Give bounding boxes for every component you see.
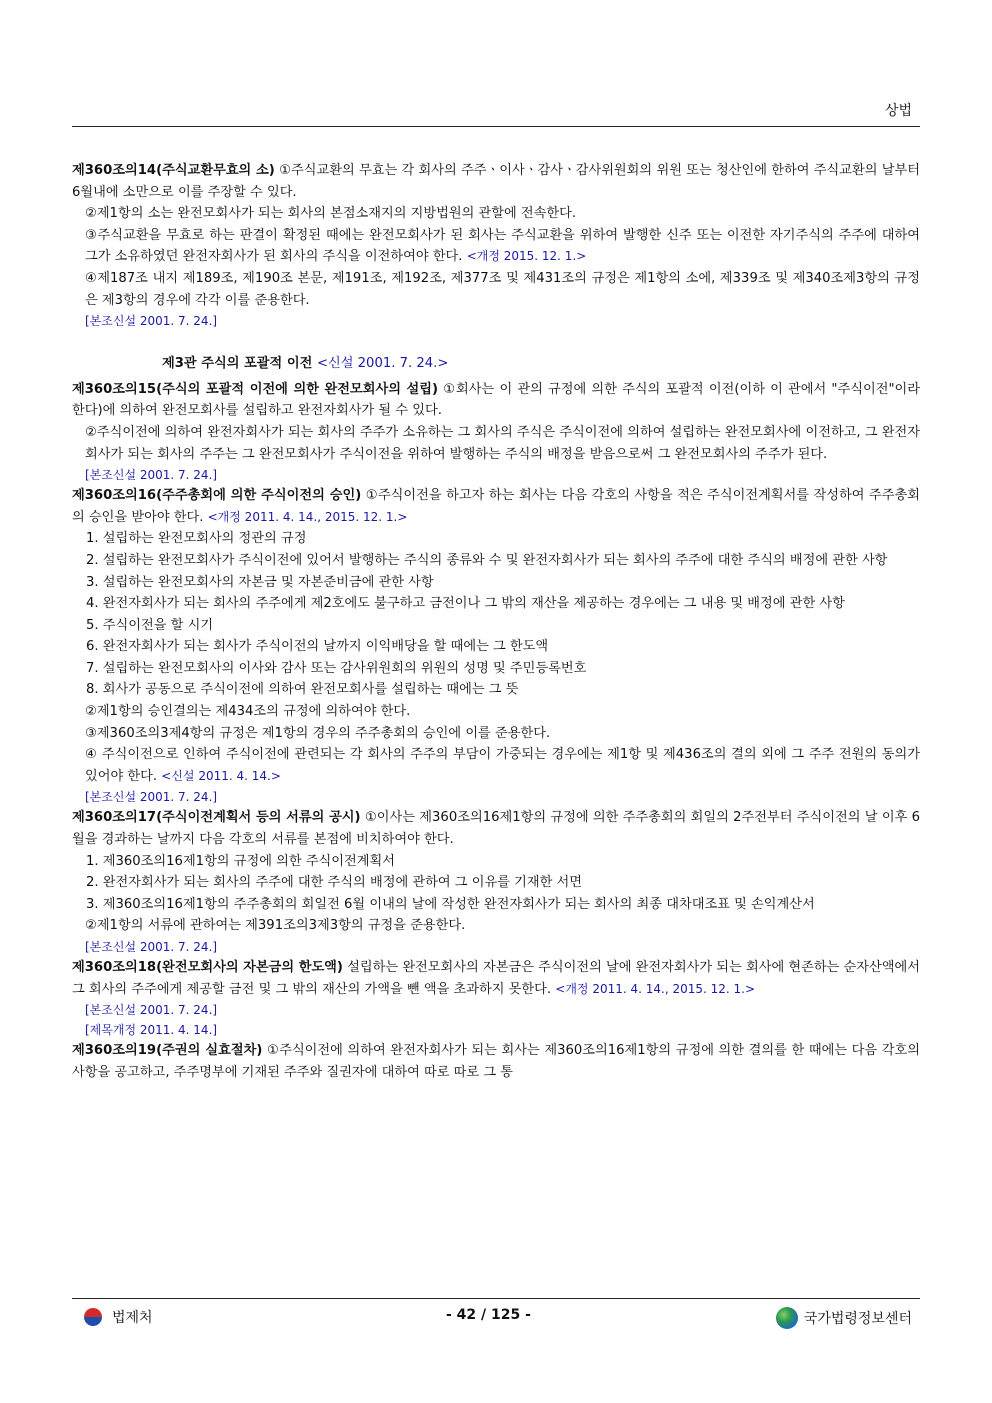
article-text: ①주식이전을 하고자 하는 회사는 다음 각호의 사항을 적은 주식이전계획서를 작성하여 주주총회의 승인을 받아야 한다.: [72, 488, 920, 525]
list-item: 2. 설립하는 완전모회사가 주식이전에 있어서 발행하는 주식의 종류와 수 및 완전자회사가 되는 회사의 주주에 대한 주식의 배정에 관한 사항: [86, 552, 888, 568]
article-text: ④ 주식이전으로 인하여 주식이전에 관련되는 각 회사의 주주의 부담이 가중되는 경우에는 제1항 및 제436조의 결의 외에 그 주주 전원의 동의가 있어야 한다.: [85, 747, 920, 784]
list-item: 7. 설립하는 완전모회사의 이사와 감사 또는 감사위원회의 위원의 성명 및 주민등록번호: [86, 660, 587, 676]
article-text: ②제1항의 소는 완전모회사가 되는 회사의 본점소재지의 지방법원의 관할에 전속한다.: [85, 206, 577, 222]
article-text: ①주식교환의 무효는 각 회사의 주주ㆍ이사ㆍ감사ㆍ감사위원회의 위원 또는 청산인에 한하여 주식교환의 날부터 6월내에 소만으로 이를 주장할 수 있다.: [72, 163, 920, 200]
amendment-note: [본조신설 2001. 7. 24.]: [85, 314, 218, 329]
article-heading: 제360조의14(주식교환무효의 소): [72, 163, 275, 178]
paragraph: [72, 723, 920, 745]
law-title: 상법: [884, 103, 912, 119]
paragraph: [72, 744, 920, 787]
article: [72, 807, 920, 850]
list-item: 2. 완전자회사가 되는 회사의 주주에 대한 주식의 배정에 관하여 그 이유를 기재한 서면: [86, 875, 583, 891]
list-item: 1. 설립하는 완전모회사의 정관의 규정: [86, 531, 307, 547]
footer-left: [84, 1307, 153, 1327]
revision-note: <개정 2011. 4. 14., 2015. 12. 1.>: [207, 509, 408, 524]
list-item: 4. 완전자회사가 되는 회사의 주주에게 제2호에도 불구하고 금전이나 그 밖의 재산을 제공하는 경우에는 그 내용 및 배정에 관한 사항: [86, 596, 845, 612]
article: [72, 485, 920, 528]
paragraph: [72, 422, 920, 465]
globe-logo-icon: [776, 1307, 798, 1329]
list-item: 3. 설립하는 완전모회사의 자본금 및 자본준비금에 관한 사항: [86, 574, 434, 590]
document-body: [72, 160, 920, 1083]
list-item: 8. 회사가 공동으로 주식이전에 의하여 완전모회사를 설립하는 때에는 그 뜻: [86, 682, 519, 698]
article-heading: 제360조의16(주주총회에 의한 주식이전의 승인): [72, 488, 362, 504]
amendment-note: [본조신설 2001. 7. 24.]: [85, 468, 218, 483]
list-item: 5. 주식이전을 할 시기: [86, 617, 214, 633]
page-header: [72, 98, 920, 127]
footer-org: 법제처: [112, 1310, 153, 1326]
paragraph: [72, 701, 920, 723]
amendment-note: [제목개정 2011. 4. 14.]: [85, 1023, 218, 1038]
article-text: ②주식이전에 의하여 완전자회사가 되는 회사의 주주가 소유하는 그 회사의 주식은 주식이전에 의하여 설립하는 완전모회사에 이전하고, 그 완전자회사가 되는 회사의 주주는 그 완전모회사가 주식이전을 위하여 발행하는 주식의 배정을 받음으로써 그 완전모회사의 주주가 된다.: [85, 424, 920, 462]
revision-note: <개정 2011. 4. 14., 2015. 12. 1.>: [555, 981, 756, 996]
page-number: - 42 / 125 -: [446, 1307, 531, 1323]
article-text: ④제187조 내지 제189조, 제190조 본문, 제191조, 제192조, 제377조 및 제431조의 규정은 제1항의 소에, 제339조 및 제340조제3항의 규정은 제3항의 경우에 각각 이를 준용한다.: [85, 270, 920, 308]
section-title: 제3관 주식의 포괄적 이전: [162, 356, 317, 372]
footer-center-name: 국가법령정보센터: [803, 1311, 912, 1327]
revision-note: <개정 2015. 12. 1.>: [466, 249, 587, 264]
section-heading: [72, 353, 920, 375]
list-item: 6. 완전자회사가 되는 회사가 주식이전의 날까지 이익배당을 할 때에는 그 한도액: [86, 639, 549, 655]
article-text: ③제360조의3제4항의 규정은 제1항의 경우의 주주총회의 승인에 이를 준용한다.: [85, 725, 551, 741]
amendment-note: [본조신설 2001. 7. 24.]: [85, 940, 218, 954]
article-text: 설립하는 완전모회사의 자본금은 주식이전의 날에 완전자회사가 되는 회사에 현존하는 순자산액에서 그 회사의 주주에게 제공할 금전 및 그 밖의 재산의 가액을 뺀 액을 초과하지 못한다.: [72, 960, 920, 997]
paragraph: [72, 203, 920, 225]
amendment-note: [본조신설 2001. 7. 24.]: [85, 790, 218, 805]
page-footer: [72, 1298, 920, 1339]
article-text: ②제1항의 승인결의는 제434조의 규정에 의하여야 한다.: [85, 704, 411, 720]
article-text: ①주식이전에 의하여 완전자회사가 되는 회사는 제360조의16제1항의 규정에 의한 결의를 한 때에는 다음 각호의 사항을 공고하고, 주주명부에 기재된 주주와 질권자에 대하여 따로 따로 그 통: [72, 1043, 920, 1080]
paragraph: [72, 225, 920, 268]
article: [72, 1040, 920, 1083]
revision-note: <신설 2011. 4. 14.>: [161, 768, 281, 783]
article-heading: 제360조의19(주권의 실효절차): [72, 1043, 263, 1059]
article-text: ③주식교환을 무효로 하는 판결이 확정된 때에는 완전모회사가 된 회사는 주식교환을 위하여 발행한 신주 또는 이전한 자기주식의 주주에 대하여 그가 소유하였던 완전자회사가 된 회사의 주식을 이전하여야 한다.: [85, 227, 920, 265]
article-text: ①이사는 제360조의16제1항의 규정에 의한 주주총회의 회일의 2주전부터 주식이전의 날 이후 6월을 경과하는 날까지 다음 각호의 서류를 본점에 비치하여야 한다.: [72, 810, 920, 848]
article-heading: 제360조의18(완전모회사의 자본금의 한도액): [72, 960, 343, 975]
paragraph: [72, 268, 920, 311]
article: [72, 379, 920, 422]
article: [72, 160, 920, 203]
revision-note: <신설 2001. 7. 24.>: [316, 356, 449, 372]
amendment-note: [본조신설 2001. 7. 24.]: [85, 1003, 218, 1018]
article: [72, 957, 920, 1000]
article-heading: 제360조의15(주식의 포괄적 이전에 의한 완전모회사의 설립): [72, 381, 439, 397]
list-item: 1. 제360조의16제1항의 규정에 의한 주식이전계획서: [86, 853, 395, 869]
article-text: ②제1항의 서류에 관하여는 제391조의3제3항의 규정을 준용한다.: [85, 918, 466, 934]
paragraph: [72, 915, 920, 937]
moleg-logo-icon: [84, 1308, 102, 1326]
list-item: 3. 제360조의16제1항의 주주총회의 회일전 6월 이내의 날에 작성한 완전자회사가 되는 회사의 최종 대차대조표 및 손익계산서: [86, 896, 815, 912]
article-text: ①회사는 이 관의 규정에 의한 주식의 포괄적 이전(이하 이 관에서 "주식이전"이라 한다)에 의하여 완전모회사를 설립하고 완전자회사가 될 수 있다.: [72, 381, 920, 419]
article-heading: 제360조의17(주식이전계획서 등의 서류의 공시): [72, 810, 361, 826]
footer-right: [776, 1307, 912, 1329]
